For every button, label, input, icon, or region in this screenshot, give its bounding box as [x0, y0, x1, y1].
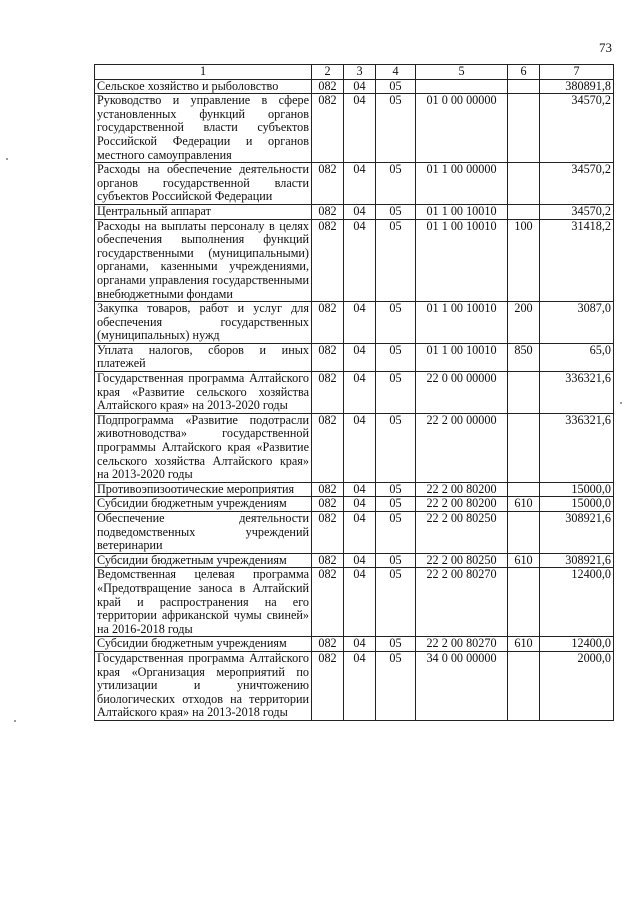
subsection-code-cell: 05	[376, 79, 416, 94]
row-name-cell: Расходы на выплаты персоналу в целях обеспечения выполнения функций государственными (муниципальными) органами, казенными учреждениями, органами управления государственными внебюджетными фондами	[95, 219, 312, 302]
target-article-cell: 22 2 00 00000	[416, 413, 508, 482]
section-code-cell: 04	[344, 94, 376, 163]
subsection-code-cell: 05	[376, 568, 416, 637]
section-code-cell: 04	[344, 512, 376, 554]
table-row	[95, 512, 614, 554]
expense-type-cell	[508, 79, 540, 94]
table-row	[95, 79, 614, 94]
subsection-code-cell: 05	[376, 372, 416, 414]
section-code-cell: 04	[344, 651, 376, 720]
subsection-code-cell: 05	[376, 512, 416, 554]
target-article-cell: 22 2 00 80250	[416, 553, 508, 568]
row-name-cell: Государственная программа Алтайского края «Развитие сельского хозяйства Алтайского края» на 2013-2020 годы	[95, 372, 312, 414]
section-code-cell: 04	[344, 204, 376, 219]
target-article-cell: 22 2 00 80200	[416, 497, 508, 512]
section-code-cell: 04	[344, 219, 376, 302]
subsection-code-cell: 05	[376, 343, 416, 371]
amount-cell: 15000,0	[540, 482, 614, 497]
subsection-code-cell: 05	[376, 302, 416, 344]
ministry-code-cell: 082	[312, 343, 344, 371]
table-row	[95, 302, 614, 344]
section-code-cell: 04	[344, 372, 376, 414]
amount-cell: 308921,6	[540, 512, 614, 554]
expense-type-cell	[508, 163, 540, 205]
subsection-code-cell: 05	[376, 553, 416, 568]
ministry-code-cell: 082	[312, 637, 344, 652]
table-row	[95, 372, 614, 414]
target-article-cell: 22 2 00 80270	[416, 568, 508, 637]
subsection-code-cell: 05	[376, 651, 416, 720]
subsection-code-cell: 05	[376, 219, 416, 302]
target-article-cell: 22 2 00 80250	[416, 512, 508, 554]
target-article-cell: 01 1 00 10010	[416, 343, 508, 371]
ministry-code-cell: 082	[312, 651, 344, 720]
expense-type-cell	[508, 204, 540, 219]
subsection-code-cell: 05	[376, 204, 416, 219]
header-cell: 6	[508, 65, 540, 80]
section-code-cell: 04	[344, 568, 376, 637]
expense-type-cell: 610	[508, 553, 540, 568]
table-row	[95, 651, 614, 720]
section-code-cell: 04	[344, 553, 376, 568]
row-name-cell: Центральный аппарат	[95, 204, 312, 219]
target-article-cell: 01 0 00 00000	[416, 94, 508, 163]
amount-cell: 2000,0	[540, 651, 614, 720]
ministry-code-cell: 082	[312, 79, 344, 94]
ministry-code-cell: 082	[312, 512, 344, 554]
table-row	[95, 482, 614, 497]
target-article-cell: 22 2 00 80270	[416, 637, 508, 652]
target-article-cell: 01 1 00 10010	[416, 302, 508, 344]
header-cell: 2	[312, 65, 344, 80]
amount-cell: 31418,2	[540, 219, 614, 302]
expense-type-cell	[508, 94, 540, 163]
ministry-code-cell: 082	[312, 219, 344, 302]
table-row	[95, 219, 614, 302]
target-article-cell: 01 1 00 10010	[416, 204, 508, 219]
row-name-cell: Субсидии бюджетным учреждениям	[95, 553, 312, 568]
ministry-code-cell: 082	[312, 497, 344, 512]
amount-cell: 65,0	[540, 343, 614, 371]
section-code-cell: 04	[344, 163, 376, 205]
expense-type-cell: 200	[508, 302, 540, 344]
section-code-cell: 04	[344, 413, 376, 482]
target-article-cell: 22 2 00 80200	[416, 482, 508, 497]
table-row	[95, 553, 614, 568]
amount-cell: 34570,2	[540, 204, 614, 219]
table-row	[95, 413, 614, 482]
expense-type-cell: 610	[508, 637, 540, 652]
scan-speck	[6, 158, 8, 160]
expense-type-cell	[508, 413, 540, 482]
budget-table	[94, 64, 614, 721]
amount-cell: 15000,0	[540, 497, 614, 512]
page-number: 73	[599, 40, 612, 55]
amount-cell: 12400,0	[540, 568, 614, 637]
amount-cell: 34570,2	[540, 163, 614, 205]
table-row	[95, 637, 614, 652]
section-code-cell: 04	[344, 637, 376, 652]
expense-type-cell: 850	[508, 343, 540, 371]
row-name-cell: Уплата налогов, сборов и иных платежей	[95, 343, 312, 371]
row-name-cell: Подпрограмма «Развитие подотрасли животноводства» государственной программы Алтайского края «Развитие сельского хозяйства Алтайского края» на 2013-2020 годы	[95, 413, 312, 482]
subsection-code-cell: 05	[376, 637, 416, 652]
row-name-cell: Государственная программа Алтайского края «Организация мероприятий по утилизации и уничтожению биологических отходов на территории Алтайского края» на 2013-2018 годы	[95, 651, 312, 720]
row-name-cell: Сельское хозяйство и рыболовство	[95, 79, 312, 94]
subsection-code-cell: 05	[376, 482, 416, 497]
header-cell: 1	[95, 65, 312, 80]
amount-cell: 336321,6	[540, 372, 614, 414]
header-cell: 7	[540, 65, 614, 80]
row-name-cell: Обеспечение деятельности подведомственных учреждений ветеринарии	[95, 512, 312, 554]
subsection-code-cell: 05	[376, 413, 416, 482]
ministry-code-cell: 082	[312, 163, 344, 205]
section-code-cell: 04	[344, 497, 376, 512]
row-name-cell: Субсидии бюджетным учреждениям	[95, 497, 312, 512]
table-row	[95, 204, 614, 219]
amount-cell: 12400,0	[540, 637, 614, 652]
section-code-cell: 04	[344, 302, 376, 344]
table-body	[95, 79, 614, 720]
row-name-cell: Закупка товаров, работ и услуг для обеспечения государственных (муниципальных) нужд	[95, 302, 312, 344]
row-name-cell: Противоэпизоотические мероприятия	[95, 482, 312, 497]
section-code-cell: 04	[344, 343, 376, 371]
expense-type-cell	[508, 651, 540, 720]
table-row	[95, 94, 614, 163]
row-name-cell: Ведомственная целевая программа «Предотвращение заноса в Алтайский край и распространения на его территории африканской чумы свиней» на 2016-2018 годы	[95, 568, 312, 637]
ministry-code-cell: 082	[312, 568, 344, 637]
expense-type-cell	[508, 482, 540, 497]
expense-type-cell	[508, 568, 540, 637]
subsection-code-cell: 05	[376, 94, 416, 163]
amount-cell: 336321,6	[540, 413, 614, 482]
amount-cell: 3087,0	[540, 302, 614, 344]
ministry-code-cell: 082	[312, 94, 344, 163]
ministry-code-cell: 082	[312, 302, 344, 344]
scan-speck	[620, 402, 622, 404]
target-article-cell	[416, 79, 508, 94]
target-article-cell: 22 0 00 00000	[416, 372, 508, 414]
header-cell: 3	[344, 65, 376, 80]
row-name-cell: Субсидии бюджетным учреждениям	[95, 637, 312, 652]
target-article-cell: 01 1 00 10010	[416, 219, 508, 302]
table-row	[95, 568, 614, 637]
table-row	[95, 497, 614, 512]
section-code-cell: 04	[344, 482, 376, 497]
header-row	[95, 65, 614, 80]
table-row	[95, 163, 614, 205]
header-cell: 4	[376, 65, 416, 80]
subsection-code-cell: 05	[376, 163, 416, 205]
row-name-cell: Руководство и управление в сфере установленных функций органов государственной власти субъектов Российской Федерации и органов местного самоуправления	[95, 94, 312, 163]
amount-cell: 380891,8	[540, 79, 614, 94]
ministry-code-cell: 082	[312, 482, 344, 497]
target-article-cell: 34 0 00 00000	[416, 651, 508, 720]
subsection-code-cell: 05	[376, 497, 416, 512]
amount-cell: 34570,2	[540, 94, 614, 163]
scan-speck	[14, 720, 16, 722]
amount-cell: 308921,6	[540, 553, 614, 568]
ministry-code-cell: 082	[312, 204, 344, 219]
ministry-code-cell: 082	[312, 553, 344, 568]
ministry-code-cell: 082	[312, 413, 344, 482]
expense-type-cell	[508, 512, 540, 554]
header-cell: 5	[416, 65, 508, 80]
ministry-code-cell: 082	[312, 372, 344, 414]
expense-type-cell: 610	[508, 497, 540, 512]
section-code-cell: 04	[344, 79, 376, 94]
row-name-cell: Расходы на обеспечение деятельности органов государственной власти субъектов Российской Федерации	[95, 163, 312, 205]
target-article-cell: 01 1 00 00000	[416, 163, 508, 205]
expense-type-cell	[508, 372, 540, 414]
expense-type-cell: 100	[508, 219, 540, 302]
table-row	[95, 343, 614, 371]
